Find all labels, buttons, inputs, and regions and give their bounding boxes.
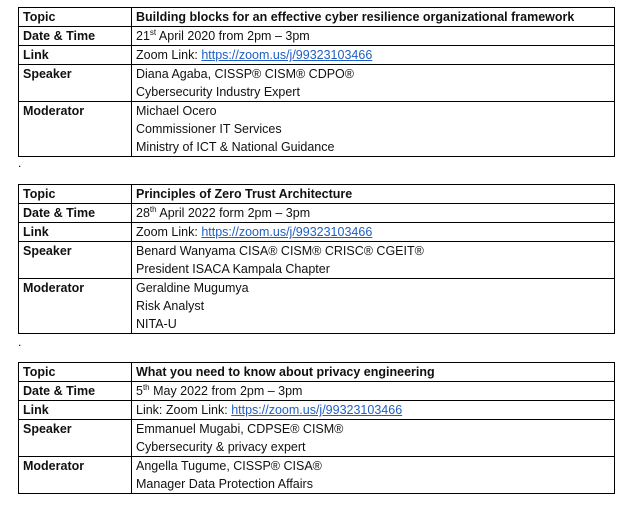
speaker-value	[132, 420, 615, 457]
moderator-line: Risk Analyst	[136, 299, 205, 313]
topic-value: Building blocks for an effective cyber resilience organizational framework	[132, 8, 615, 27]
date-row	[19, 27, 615, 46]
moderator-line: Manager Data Protection Affairs	[136, 477, 313, 491]
date-row	[19, 382, 615, 401]
moderator-value	[132, 279, 615, 334]
date-day: 21	[136, 29, 150, 43]
date-suffix: th	[142, 382, 150, 392]
topic-row	[19, 8, 615, 27]
link-prefix: Zoom Link:	[136, 225, 202, 239]
link-prefix: Link: Zoom Link:	[136, 403, 232, 417]
topic-label: Topic	[19, 185, 132, 204]
speaker-row	[19, 65, 615, 102]
date-time-value	[132, 204, 615, 223]
zoom-link[interactable]: https://zoom.us/j/99323103466	[201, 225, 373, 239]
link-label: Link	[19, 401, 132, 420]
moderator-line: NITA-U	[136, 317, 177, 331]
speaker-line: Diana Agaba, CISSP® CISM® CDPO®	[136, 67, 354, 81]
moderator-label: Moderator	[19, 457, 132, 494]
separator-dot: .	[18, 156, 22, 170]
link-prefix: Zoom Link:	[136, 48, 202, 62]
date-row	[19, 204, 615, 223]
topic-label: Topic	[19, 363, 132, 382]
moderator-row	[19, 102, 615, 157]
speaker-line: Cybersecurity Industry Expert	[136, 85, 300, 99]
speaker-label: Speaker	[19, 420, 132, 457]
moderator-row	[19, 279, 615, 334]
moderator-value	[132, 457, 615, 494]
speaker-label: Speaker	[19, 242, 132, 279]
topic-row	[19, 363, 615, 382]
date-rest: April 2020 from 2pm – 3pm	[156, 29, 310, 43]
event-table-3	[18, 362, 615, 494]
date-rest: May 2022 from 2pm – 3pm	[149, 384, 303, 398]
moderator-line: Geraldine Mugumya	[136, 281, 249, 295]
link-row	[19, 401, 615, 420]
link-value	[132, 46, 615, 65]
date-rest: April 2022 form 2pm – 3pm	[156, 206, 311, 220]
link-value	[132, 223, 615, 242]
link-label: Link	[19, 46, 132, 65]
event-table-2	[18, 184, 615, 334]
topic-value: Principles of Zero Trust Architecture	[132, 185, 615, 204]
speaker-label: Speaker	[19, 65, 132, 102]
event-table-1	[18, 7, 615, 157]
speaker-row	[19, 420, 615, 457]
moderator-label: Moderator	[19, 102, 132, 157]
date-day: 5	[136, 384, 143, 398]
moderator-value	[132, 102, 615, 157]
link-row	[19, 223, 615, 242]
moderator-line: Commissioner IT Services	[136, 122, 282, 136]
speaker-row	[19, 242, 615, 279]
speaker-line: President ISACA Kampala Chapter	[136, 262, 330, 276]
topic-row	[19, 185, 615, 204]
link-row	[19, 46, 615, 65]
moderator-row	[19, 457, 615, 494]
date-time-label: Date & Time	[19, 204, 132, 223]
date-day: 28	[136, 206, 150, 220]
speaker-value	[132, 242, 615, 279]
speaker-value	[132, 65, 615, 102]
separator-dot: .	[18, 335, 22, 349]
date-time-label: Date & Time	[19, 382, 132, 401]
moderator-line: Angella Tugume, CISSP® CISA®	[136, 459, 322, 473]
moderator-label: Moderator	[19, 279, 132, 334]
topic-label: Topic	[19, 8, 132, 27]
date-time-value	[132, 382, 615, 401]
speaker-line: Cybersecurity & privacy expert	[136, 440, 306, 454]
speaker-line: Emmanuel Mugabi, CDPSE® CISM®	[136, 422, 344, 436]
date-time-value	[132, 27, 615, 46]
speaker-line: Benard Wanyama CISA® CISM® CRISC® CGEIT®	[136, 244, 424, 258]
zoom-link[interactable]: https://zoom.us/j/99323103466	[231, 403, 403, 417]
link-label: Link	[19, 223, 132, 242]
link-value	[132, 401, 615, 420]
topic-value: What you need to know about privacy engineering	[132, 363, 615, 382]
date-suffix: th	[149, 204, 157, 214]
moderator-line: Michael Ocero	[136, 104, 217, 118]
moderator-line: Ministry of ICT & National Guidance	[136, 140, 335, 154]
date-suffix: st	[149, 27, 157, 37]
date-time-label: Date & Time	[19, 27, 132, 46]
zoom-link[interactable]: https://zoom.us/j/99323103466	[201, 48, 373, 62]
